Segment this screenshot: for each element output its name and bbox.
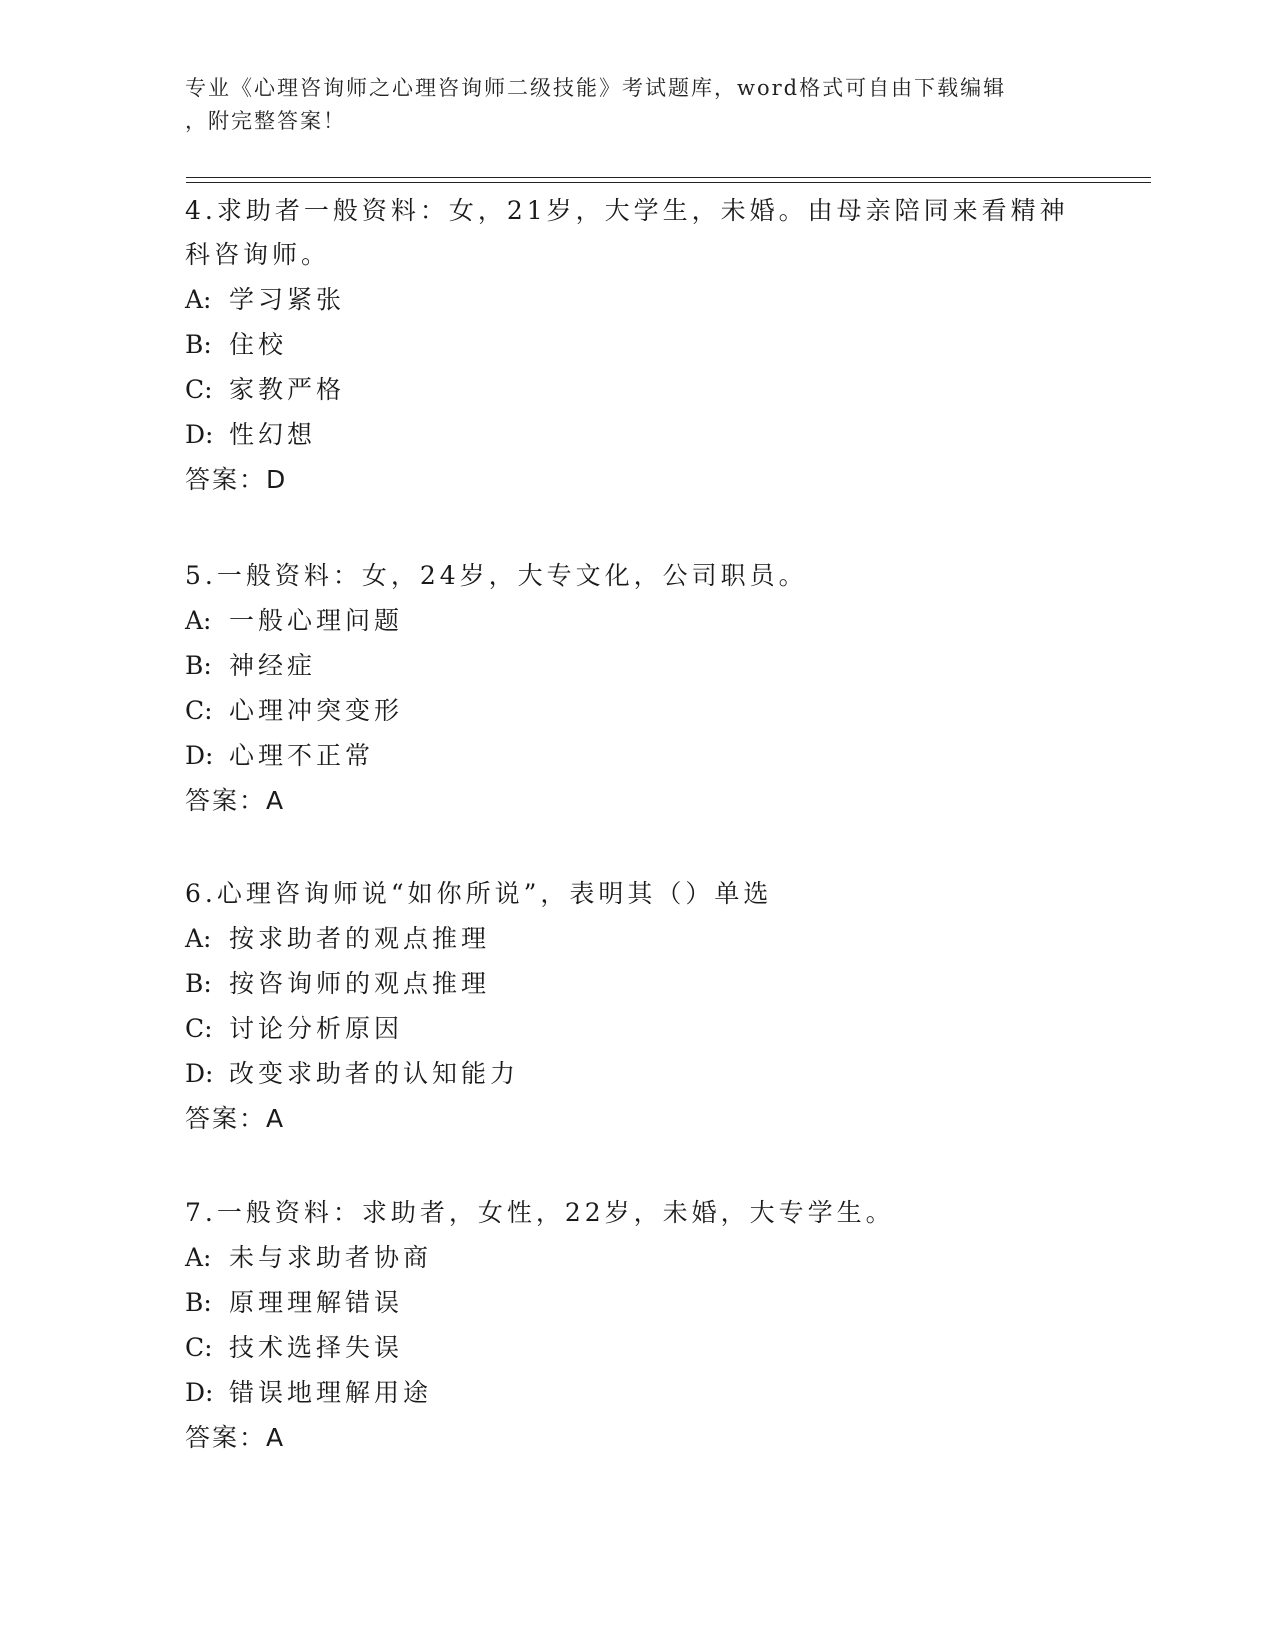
header-line-2: ，附完整答案！ xyxy=(185,109,346,133)
option-key: B: xyxy=(185,651,212,680)
option-text: 按求助者的观点推理 xyxy=(229,924,491,953)
header-divider-bottom xyxy=(186,182,1151,183)
question-stem: 6.心理咨询师说“如你所说”，表明其（）单选 xyxy=(185,879,773,908)
document-header xyxy=(185,72,1075,138)
option-a xyxy=(185,598,1085,643)
option-text: 改变求助者的认知能力 xyxy=(229,1059,520,1088)
question-block xyxy=(185,554,1085,823)
option-text: 心理冲突变形 xyxy=(229,696,404,725)
question-block xyxy=(185,872,1085,1141)
option-c xyxy=(185,1325,1085,1370)
option-d xyxy=(185,1370,1085,1415)
option-text: 神经症 xyxy=(229,651,317,680)
option-b xyxy=(185,322,1085,367)
answer-line: 答案：A xyxy=(185,1423,286,1452)
option-text: 一般心理问题 xyxy=(229,606,404,635)
option-key: D: xyxy=(185,420,214,449)
option-b xyxy=(185,643,1085,688)
option-key: C: xyxy=(185,375,213,404)
option-key: C: xyxy=(185,1333,213,1362)
option-b xyxy=(185,1280,1085,1325)
option-b xyxy=(185,961,1085,1006)
question-block xyxy=(185,189,1085,502)
option-key: B: xyxy=(185,1288,212,1317)
option-text: 原理理解错误 xyxy=(229,1288,404,1317)
option-key: A: xyxy=(185,606,212,635)
option-d xyxy=(185,733,1085,778)
question-stem: 4.求助者一般资料：女，21岁，大学生，未婚。由母亲陪同来看精神科咨询师。 xyxy=(185,196,1069,269)
option-c xyxy=(185,688,1085,733)
option-c xyxy=(185,367,1085,412)
option-text: 错误地理解用途 xyxy=(229,1378,433,1407)
option-key: D: xyxy=(185,1378,214,1407)
option-key: C: xyxy=(185,696,213,725)
option-text: 按咨询师的观点推理 xyxy=(229,969,491,998)
option-d xyxy=(185,1051,1085,1096)
option-text: 性幻想 xyxy=(229,420,317,449)
answer-line: 答案：A xyxy=(185,786,286,815)
option-text: 学习紧张 xyxy=(229,285,346,314)
option-text: 未与求助者协商 xyxy=(229,1243,433,1272)
option-key: A: xyxy=(185,285,212,314)
option-text: 家教严格 xyxy=(229,375,346,404)
option-key: D: xyxy=(185,741,214,770)
option-text: 心理不正常 xyxy=(229,741,375,770)
header-divider-top xyxy=(186,177,1151,178)
option-text: 住校 xyxy=(229,330,288,359)
option-key: C: xyxy=(185,1014,213,1043)
answer-line: 答案：D xyxy=(185,465,288,494)
answer-line: 答案：A xyxy=(185,1104,286,1133)
question-stem: 5.一般资料：女，24岁，大专文化，公司职员。 xyxy=(185,561,808,590)
header-line-1: 专业《心理咨询师之心理咨询师二级技能》考试题库，word格式可自由下载编辑 xyxy=(185,76,1007,100)
option-key: A: xyxy=(185,924,212,953)
question-block xyxy=(185,1191,1085,1460)
option-text: 讨论分析原因 xyxy=(229,1014,404,1043)
option-d xyxy=(185,412,1085,457)
option-key: B: xyxy=(185,969,212,998)
option-c xyxy=(185,1006,1085,1051)
option-key: D: xyxy=(185,1059,214,1088)
option-a xyxy=(185,1235,1085,1280)
question-stem: 7.一般资料：求助者，女性，22岁，未婚，大专学生。 xyxy=(185,1198,895,1227)
option-key: B: xyxy=(185,330,212,359)
option-text: 技术选择失误 xyxy=(229,1333,404,1362)
option-a xyxy=(185,277,1085,322)
option-a xyxy=(185,916,1085,961)
option-key: A: xyxy=(185,1243,212,1272)
